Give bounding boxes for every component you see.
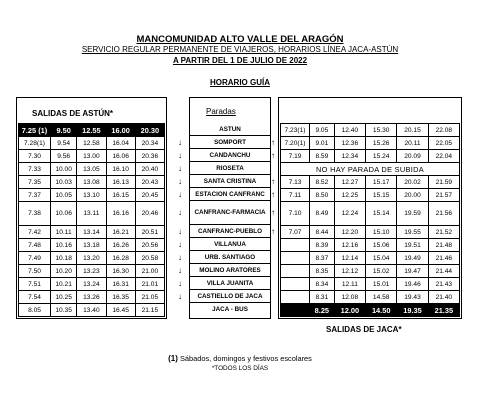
- time-cell: 21.01: [135, 278, 164, 291]
- time-cell: 12.34: [334, 150, 365, 163]
- down-arrow-icon: ↓: [178, 137, 182, 147]
- time-cell: 19.49: [397, 252, 428, 265]
- table-row: [281, 239, 460, 252]
- time-cell: 10.35: [51, 304, 77, 317]
- time-cell: 12.20: [334, 226, 365, 239]
- time-cell: 15.06: [366, 239, 397, 252]
- stop-row: [190, 251, 270, 264]
- time-cell: 20.46: [135, 202, 164, 226]
- time-cell: 21.56: [428, 202, 459, 226]
- time-cell: 7.38: [19, 202, 51, 226]
- no-stop-notice: NO HAY PARADA DE SUBIDA: [281, 163, 460, 176]
- time-cell: 12.24: [334, 202, 365, 226]
- table-row: [281, 304, 460, 317]
- time-cell: 20.51: [135, 226, 164, 239]
- time-cell: 10.16: [51, 239, 77, 252]
- time-cell: 10.03: [51, 176, 77, 189]
- time-cell: 7.10: [281, 202, 310, 226]
- up-arrow-icon: ↑: [271, 150, 275, 160]
- up-arrow-icon: ↑: [271, 176, 275, 186]
- down-arrow-icon: ↓: [178, 150, 182, 160]
- astun-timetable: [18, 123, 165, 317]
- time-cell: 16.06: [106, 150, 135, 163]
- stop-name: JACA - BUS: [212, 305, 248, 313]
- time-cell: 12.00: [334, 304, 365, 317]
- time-cell: 16.15: [106, 189, 135, 202]
- time-cell: 7.35: [19, 176, 51, 189]
- stop-row: [190, 290, 270, 303]
- service-subtitle: SERVICIO REGULAR PERMANENTE DE VIAJEROS, HORARIOS LÍNEA JACA-ASTÚN: [81, 45, 399, 54]
- stop-row: [190, 123, 270, 136]
- time-cell: 13.08: [77, 176, 106, 189]
- time-cell: 19.59: [397, 202, 428, 226]
- time-cell: 9.01: [310, 137, 335, 150]
- footnote-daily: *TODOS LOS DÍAS: [211, 365, 269, 372]
- time-cell: 20.56: [135, 239, 164, 252]
- table-row: [19, 124, 165, 137]
- time-cell: 21.59: [428, 176, 459, 189]
- time-cell: 22.05: [428, 137, 459, 150]
- time-cell: 7.42: [19, 226, 51, 239]
- time-cell: 20.02: [397, 176, 428, 189]
- table-row: [19, 239, 165, 252]
- time-cell: 12.55: [77, 124, 106, 137]
- time-cell: 7.13: [281, 176, 310, 189]
- time-cell: 7.07: [281, 226, 310, 239]
- time-cell: 21.40: [428, 291, 459, 304]
- stop-name: CANFRANC-FARMACIA: [190, 201, 270, 225]
- time-cell: 13.20: [77, 252, 106, 265]
- time-cell: 20.11: [397, 137, 428, 150]
- time-cell: 10.18: [51, 252, 77, 265]
- time-cell: 8.25: [310, 304, 335, 317]
- time-cell: 7.23(1): [281, 124, 310, 137]
- table-row: [19, 163, 165, 176]
- time-cell: 12.58: [77, 137, 106, 150]
- time-cell: 12.11: [334, 278, 365, 291]
- time-cell: 20.09: [397, 150, 428, 163]
- time-cell: 8.31: [310, 291, 335, 304]
- stop-row: [190, 162, 270, 175]
- up-arrow-icon: ↑: [271, 226, 275, 236]
- table-row: [281, 124, 460, 137]
- time-cell: 19.55: [397, 226, 428, 239]
- time-cell: 20.45: [135, 189, 164, 202]
- time-cell: 16.45: [106, 304, 135, 317]
- time-cell: [281, 252, 310, 265]
- time-cell: 7.30: [19, 150, 51, 163]
- time-cell: 10.21: [51, 278, 77, 291]
- time-cell: 8.52: [310, 176, 335, 189]
- stop-row: [190, 175, 270, 188]
- time-cell: 20.30: [135, 124, 164, 137]
- table-row: [281, 137, 460, 150]
- footnote-weekend: [0, 354, 480, 363]
- schedule-guide-heading: HORARIO GUÍA: [210, 78, 270, 87]
- time-cell: 10.06: [51, 202, 77, 226]
- stop-name: ESTACION CANFRANC: [190, 188, 270, 201]
- time-cell: 7.20(1): [281, 137, 310, 150]
- time-cell: 12.25: [334, 189, 365, 202]
- time-cell: 13.23: [77, 265, 106, 278]
- time-cell: 21.15: [135, 304, 164, 317]
- down-arrow-icon: ↓: [178, 265, 182, 275]
- time-cell: [281, 265, 310, 278]
- time-cell: 10.05: [51, 189, 77, 202]
- stop-name: VILLANUA: [190, 238, 270, 251]
- stop-name: CANDANCHU: [190, 149, 270, 162]
- time-cell: 7.28(1): [19, 137, 51, 150]
- jaca-timetable: [280, 123, 460, 317]
- time-cell: 21.43: [428, 278, 459, 291]
- time-cell: [281, 291, 310, 304]
- time-cell: 21.44: [428, 265, 459, 278]
- time-cell: 7.54: [19, 291, 51, 304]
- table-row: [281, 202, 460, 226]
- time-cell: 22.08: [428, 124, 459, 137]
- stop-name: CANFRANC-PUEBLO: [190, 225, 270, 238]
- time-cell: 15.17: [366, 176, 397, 189]
- table-row: [281, 176, 460, 189]
- time-cell: 8.49: [310, 202, 335, 226]
- time-cell: 21.00: [135, 265, 164, 278]
- up-arrow-icon: ↑: [271, 137, 275, 147]
- effective-date: A PARTIR DEL 1 DE JULIO DE 2022: [172, 56, 308, 65]
- down-arrow-icon: ↓: [178, 239, 182, 249]
- astun-departures-title: SALIDAS DE ASTÚN*: [32, 109, 114, 118]
- time-cell: 14.50: [366, 304, 397, 317]
- time-cell: 7.51: [19, 278, 51, 291]
- time-cell: 12.40: [334, 124, 365, 137]
- time-cell: 20.00: [397, 189, 428, 202]
- time-cell: 15.24: [366, 150, 397, 163]
- stop-name: CASTIELLO DE JACA: [190, 290, 270, 303]
- time-cell: 13.05: [77, 163, 106, 176]
- footnote-text: Sábados, domingos y festivos escolares: [177, 354, 312, 363]
- time-cell: 7.49: [19, 252, 51, 265]
- time-cell: 12.08: [334, 291, 365, 304]
- down-arrow-icon: ↓: [178, 278, 182, 288]
- table-row: [19, 265, 165, 278]
- table-row: [19, 278, 165, 291]
- time-cell: 10.11: [51, 226, 77, 239]
- time-cell: 8.05: [19, 304, 51, 317]
- time-cell: 12.16: [334, 239, 365, 252]
- stop-row: [190, 188, 270, 201]
- footnote-marker: (1): [168, 354, 178, 363]
- time-cell: 13.24: [77, 278, 106, 291]
- table-row: [281, 252, 460, 265]
- time-cell: 8.37: [310, 252, 335, 265]
- time-cell: 16.30: [106, 265, 135, 278]
- time-cell: 12.14: [334, 252, 365, 265]
- down-arrow-icon: ↓: [178, 291, 182, 301]
- time-cell: 9.05: [310, 124, 335, 137]
- time-cell: 16.26: [106, 239, 135, 252]
- stop-name: RIOSETA: [190, 162, 270, 175]
- time-cell: 14.58: [366, 291, 397, 304]
- time-cell: 12.27: [334, 176, 365, 189]
- time-cell: 9.50: [51, 124, 77, 137]
- time-cell: 21.48: [428, 239, 459, 252]
- time-cell: 16.10: [106, 163, 135, 176]
- time-cell: 20.15: [397, 124, 428, 137]
- time-cell: 22.04: [428, 150, 459, 163]
- table-row: [19, 150, 165, 163]
- table-row: [19, 176, 165, 189]
- table-row: [19, 291, 165, 304]
- time-cell: 19.46: [397, 278, 428, 291]
- time-cell: 15.04: [366, 252, 397, 265]
- table-row: [19, 252, 165, 265]
- stop-row: [190, 149, 270, 162]
- time-cell: 13.14: [77, 226, 106, 239]
- time-cell: 9.54: [51, 137, 77, 150]
- time-cell: 8.44: [310, 226, 335, 239]
- time-cell: 9.56: [51, 150, 77, 163]
- time-cell: 7.50: [19, 265, 51, 278]
- time-cell: [281, 239, 310, 252]
- table-row: [19, 226, 165, 239]
- time-cell: 10.00: [51, 163, 77, 176]
- page-title: MANCOMUNIDAD ALTO VALLE DEL ARAGÓN: [136, 34, 344, 45]
- stops-list: [190, 123, 270, 315]
- time-cell: 21.05: [135, 291, 164, 304]
- stop-row: [190, 303, 270, 316]
- up-arrow-icon: ↑: [271, 189, 275, 199]
- table-row: [281, 163, 460, 176]
- time-cell: 21.52: [428, 226, 459, 239]
- time-cell: 16.31: [106, 278, 135, 291]
- time-cell: 15.14: [366, 202, 397, 226]
- down-arrow-icon: ↓: [178, 189, 182, 199]
- time-cell: 16.00: [106, 124, 135, 137]
- time-cell: 15.02: [366, 265, 397, 278]
- time-cell: 20.34: [135, 137, 164, 150]
- time-cell: 16.13: [106, 176, 135, 189]
- time-cell: 15.26: [366, 137, 397, 150]
- up-arrow-icon: ↑: [271, 208, 275, 217]
- down-arrow-icon: ↓: [178, 226, 182, 236]
- time-cell: 8.35: [310, 265, 335, 278]
- down-arrow-icon: ↓: [178, 163, 182, 173]
- time-cell: 10.20: [51, 265, 77, 278]
- stops-title: Paradas: [206, 107, 236, 116]
- stop-row: [190, 264, 270, 277]
- table-row: [281, 226, 460, 239]
- stop-row: [190, 201, 270, 225]
- table-row: [19, 202, 165, 226]
- time-cell: 15.10: [366, 226, 397, 239]
- stop-row: [190, 225, 270, 238]
- time-cell: 7.25 (1): [19, 124, 51, 137]
- time-cell: 8.50: [310, 189, 335, 202]
- down-arrow-icon: ↓: [178, 176, 182, 186]
- time-cell: 19.51: [397, 239, 428, 252]
- time-cell: 13.40: [77, 304, 106, 317]
- time-cell: 7.11: [281, 189, 310, 202]
- time-cell: 19.47: [397, 265, 428, 278]
- time-cell: 16.04: [106, 137, 135, 150]
- stop-name: VILLA JUANITA: [190, 277, 270, 290]
- time-cell: 7.19: [281, 150, 310, 163]
- time-cell: 20.43: [135, 176, 164, 189]
- time-cell: 7.48: [19, 239, 51, 252]
- time-cell: 15.30: [366, 124, 397, 137]
- time-cell: [281, 304, 310, 317]
- time-cell: 21.35: [428, 304, 459, 317]
- time-cell: 20.40: [135, 163, 164, 176]
- time-cell: 19.35: [397, 304, 428, 317]
- time-cell: 20.36: [135, 150, 164, 163]
- time-cell: 20.58: [135, 252, 164, 265]
- time-cell: 13.26: [77, 291, 106, 304]
- time-cell: 13.00: [77, 150, 106, 163]
- time-cell: 21.57: [428, 189, 459, 202]
- time-cell: 13.11: [77, 202, 106, 226]
- stop-name: URB. SANTIAGO: [190, 251, 270, 264]
- stop-name: ASTUN: [190, 123, 270, 136]
- time-cell: 10.25: [51, 291, 77, 304]
- time-cell: 19.43: [397, 291, 428, 304]
- stop-name: MOLINO ARATORES: [190, 264, 270, 277]
- stop-name: SOMPORT: [190, 136, 270, 149]
- time-cell: 13.10: [77, 189, 106, 202]
- time-cell: 16.21: [106, 226, 135, 239]
- table-row: [19, 189, 165, 202]
- table-row: [281, 150, 460, 163]
- time-cell: 7.37: [19, 189, 51, 202]
- time-cell: 16.28: [106, 252, 135, 265]
- time-cell: 15.15: [366, 189, 397, 202]
- stop-row: [190, 136, 270, 149]
- time-cell: 8.39: [310, 239, 335, 252]
- down-arrow-icon: ↓: [178, 208, 182, 217]
- time-cell: 12.36: [334, 137, 365, 150]
- time-cell: [281, 278, 310, 291]
- time-cell: 15.01: [366, 278, 397, 291]
- stop-row: [190, 277, 270, 290]
- time-cell: 7.33: [19, 163, 51, 176]
- time-cell: 8.34: [310, 278, 335, 291]
- time-cell: 21.46: [428, 252, 459, 265]
- stop-name: SANTA CRISTINA: [190, 175, 270, 188]
- table-row: [281, 278, 460, 291]
- table-row: [281, 189, 460, 202]
- table-row: [281, 291, 460, 304]
- table-row: [19, 137, 165, 150]
- table-row: [19, 304, 165, 317]
- stop-row: [190, 238, 270, 251]
- time-cell: 16.16: [106, 202, 135, 226]
- time-cell: 16.35: [106, 291, 135, 304]
- down-arrow-icon: ↓: [178, 252, 182, 262]
- time-cell: 13.18: [77, 239, 106, 252]
- time-cell: 8.59: [310, 150, 335, 163]
- time-cell: 12.12: [334, 265, 365, 278]
- table-row: [281, 265, 460, 278]
- jaca-departures-title: SALIDAS DE JACA*: [326, 325, 402, 334]
